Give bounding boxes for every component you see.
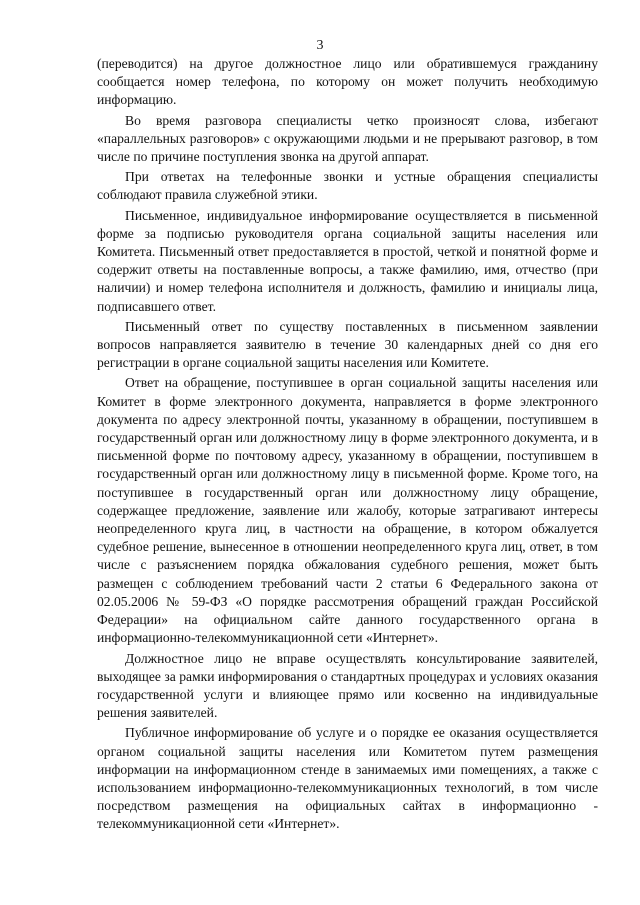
- paragraph: Во время разговора специалисты четко произносят слова, избегают «параллельных разговоров» с окружающими людьми и не прерывают разговор, в том числе по причине поступления звонка на другой аппарат.: [97, 112, 598, 165]
- paragraph: Должностное лицо не вправе осуществлять консультирование заявителей, выходящее за рамки информирования о стандартных процедурах и условиях оказания государственной услуги и влияющее прямо или косвенно на индивидуальные решения заявителей.: [97, 650, 598, 721]
- paragraph: Ответ на обращение, поступившее в орган социальной защиты населения или Комитет в форме электронного документа, направляется в форме электронного документа по адресу электронной почты, указанному в обращении, поступившем в государственный орган или должностному лицу в форме электронного документа, и в письменной форме по почтовому адресу, указанному в обращении, поступившем в государственный орган или должностному лицу в письменной форме. Кроме того, на поступившее в государственный орган или должностному лицу обращение, содержащее предложение, заявление или жалобу, которые затрагивают интересы неопределенного круга лиц, в частности на обращение, в котором обжалуется судебное решение, вынесенное в отношении неопределенного круга лиц, ответ, в том числе с разъяснением порядка обжалования судебного решения, может быть размещен с соблюдением требований части 2 статьи 6 Федерального закона от 02.05.2006 № 59-ФЗ «О порядке рассмотрения обращений граждан Российской Федерации» на официальном сайте данного государственного органа в информационно-телекоммуникационной сети «Интернет».: [97, 375, 598, 646]
- paragraph: (переводится) на другое должностное лицо или обратившемуся гражданину сообщается номер телефона, по которому он может получить необходимую информацию.: [97, 56, 598, 108]
- document-body: [97, 55, 598, 836]
- paragraph: Публичное информирование об услуге и о порядке ее оказания осуществляется органом социальной защиты населения или Комитетом путем размещения информации на информационном стенде в занимаемых ими помещениях, а также с использованием информационно-телекоммуникационных технологий, в том числе посредством размещения на официальных сайтах в информационно - телекоммуникационной сети «Интернет».: [97, 725, 598, 832]
- paragraph: Письменный ответ по существу поставленных в письменном заявлении вопросов направляется заявителю в течение 30 календарных дней со дня его регистрации в органе социальной защиты населения или Комитете.: [97, 318, 598, 371]
- paragraph: При ответах на телефонные звонки и устные обращения специалисты соблюдают правила служебной этики.: [97, 169, 598, 203]
- paragraph: Письменное, индивидуальное информирование осуществляется в письменной форме за подписью руководителя органа социальной защиты населения или Комитета. Письменный ответ предоставляется в простой, четкой и понятной форме и содержит ответы на поставленные вопросы, а также фамилию, имя, отчество (при наличии) и номер телефона исполнителя и должность, фамилию и инициалы лица, подписавшего ответ.: [97, 207, 598, 314]
- page-number: 3: [316, 38, 324, 53]
